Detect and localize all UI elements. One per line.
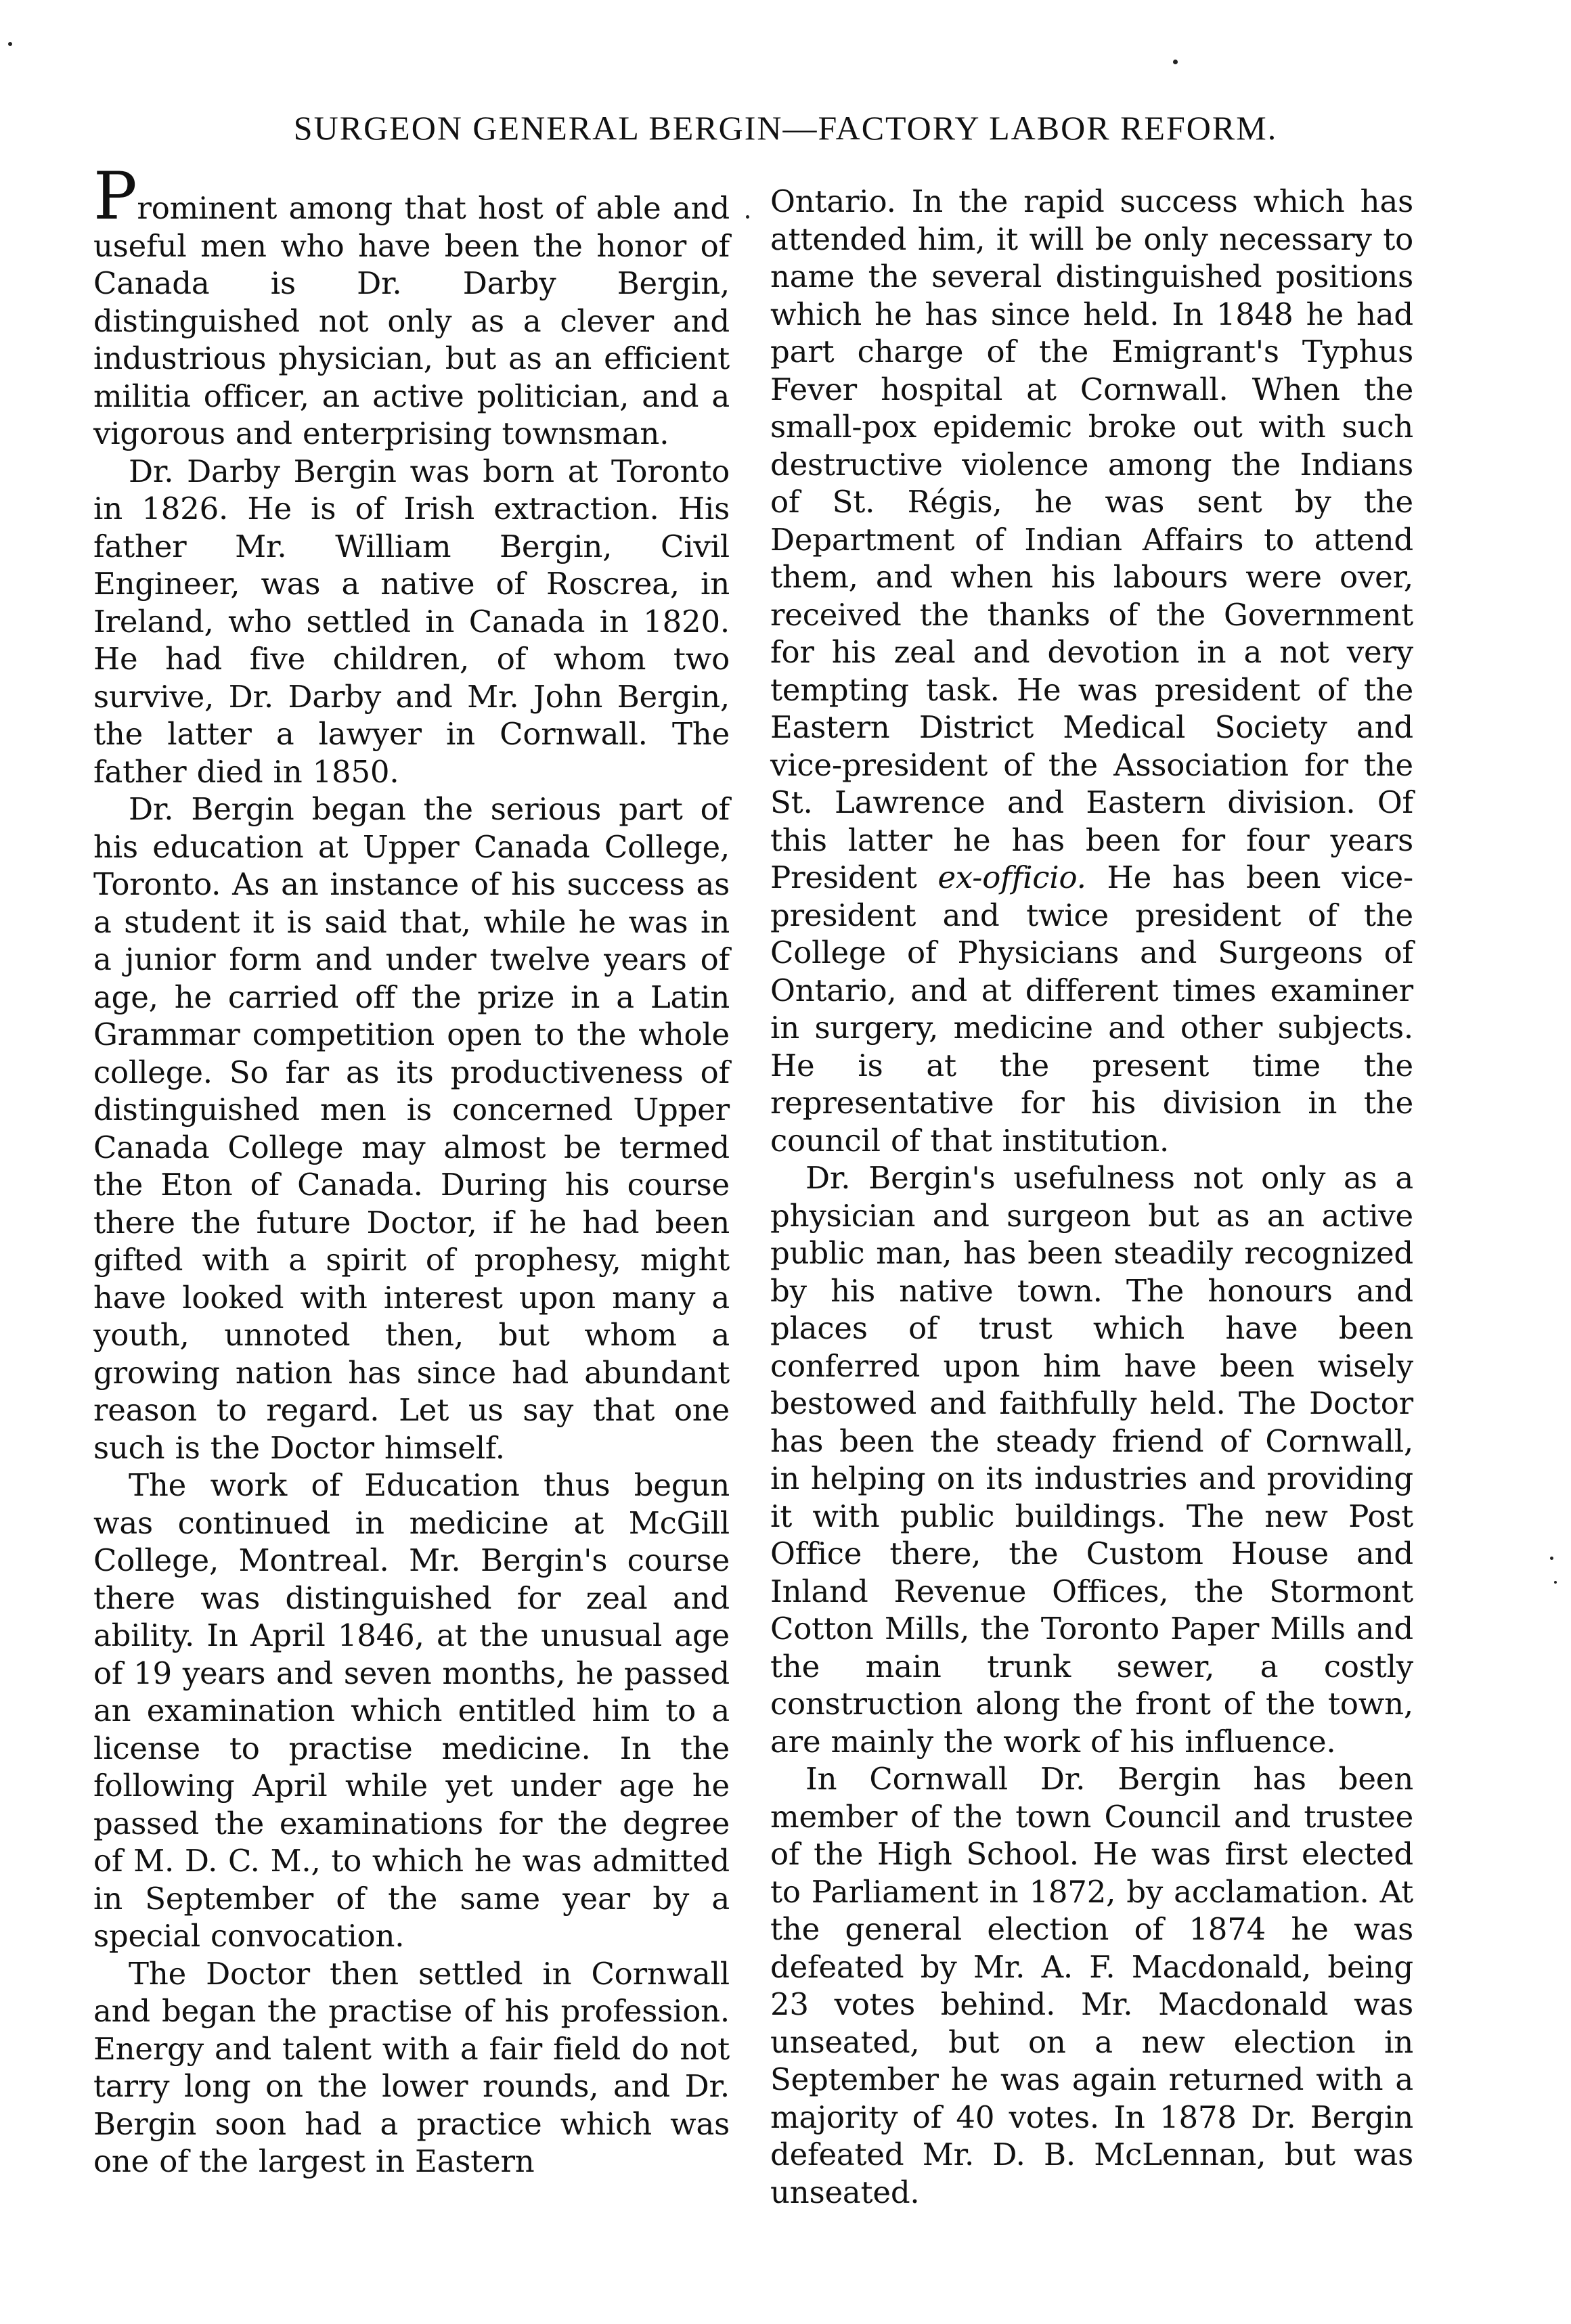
paragraph-intro: Prominent among that host of able and useful men who have been the honor of Canada is Dr. Darby Bergin, distinguished not only as a clever and industrious physician, but as an efficient militia officer, an active politician, and a vigorous and enterprising townsman.: [93, 158, 730, 451]
speck-mark: [1554, 1581, 1557, 1584]
paragraph-medical-studies: The work of Education thus begun was continued in medicine at McGill College, Montreal. Mr. Bergin's course there was distinguished for zeal and ability. In April 1846, at the unusual age of 19 years and seven months, he passed an examination which entitled him to a license to practise medicine. In the following April while yet under age he passed the examinations for the degree of M. D. C. M., to which he was admitted in September of the same year by a special convocation.: [93, 1467, 730, 1954]
speck-mark: [1550, 1557, 1553, 1560]
speck-mark: [8, 42, 12, 46]
positions-text-b: He has been vice-president and twice president of the College of Physicians and Surgeons of Ontario, and at different times examiner in surgery, medicine and other subjects. He is at the present time the representative for his division in the council of that institution.: [770, 859, 1413, 1159]
speck-mark: [746, 215, 749, 219]
page-title: SURGEON GENERAL BERGIN—FACTORY LABOR REFORM.: [293, 109, 1278, 147]
right-column: [770, 183, 1413, 2211]
speck-mark: [1173, 60, 1178, 64]
paragraph-politics: In Cornwall Dr. Bergin has been member of the town Council and trustee of the High School. He was first elected to Parliament in 1872, by acclamation. At the general election of 1874 he was defeated by Mr. A. F. Macdonald, being 23 votes behind. Mr. Macdonald was unseated, but on a new election in September he was again returned with a majority of 40 votes. In 1878 Dr. Bergin defeated Mr. D. B. McLennan, but was unseated.: [770, 1761, 1413, 2210]
paragraph-birth: Dr. Darby Bergin was born at Toronto in 1826. He is of Irish extraction. His father Mr. William Bergin, Civil Engineer, was a native of Roscrea, in Ireland, who settled in Canada in 1820. He had five children, of whom two survive, Dr. Darby and Mr. John Bergin, the latter a lawyer in Cornwall. The father died in 1850.: [93, 453, 730, 790]
paragraph-public-service: Dr. Bergin's usefulness not only as a physician and surgeon but as an active public man, has been steadily recognized by his native town. The honours and places of trust which have been conferred upon him have been wisely bestowed and faithfully held. The Doctor has been the steady friend of Cornwall, in helping on its industries and providing it with public buildings. The new Post Office there, the Custom House and Inland Revenue Offices, the Stormont Cotton Mills, the Toronto Paper Mills and the main trunk sewer, a costly construction along the front of the town, are mainly the work of his influence.: [770, 1160, 1413, 1760]
ex-officio-text: ex-officio.: [937, 859, 1086, 895]
left-column: [93, 158, 730, 2181]
paragraph-positions: [770, 183, 1413, 1159]
positions-text-a: Ontario. In the rapid success which has attended him, it will be only necessary to name the several distinguished positions which he has since held. In 1848 he had part charge of the Emigrant's Typhus Fever hospital at Cornwall. When the small-pox epidemic broke out with such destructive violence among the Indians of St. Régis, he was sent by the Department of Indian Affairs to attend them, and when his labours were over, received the thanks of the Government for his zeal and devotion in a not very tempting task. He was president of the Eastern District Medical Society and vice-president of the Association for the St. Lawrence and Eastern division. Of this latter he has been for four years President: [770, 183, 1413, 895]
paragraph-practice: The Doctor then settled in Cornwall and began the practise of his profession. Energy and talent with a fair field do not tarry long on the lower rounds, and Dr. Bergin soon had a practice which was one of the largest in Eastern: [93, 1955, 730, 2179]
paragraph-education: Dr. Bergin began the serious part of his education at Upper Canada College, Toronto. As an instance of his success as a student it is said that, while he was in a junior form and under twelve years of age, he carried off the prize in a Latin Grammar competition open to the whole college. So far as its productiveness of distinguished men is concerned Upper Canada College may almost be termed the Eton of Canada. During his course there the future Doctor, if he had been gifted with a spirit of prophesy, might have looked with interest upon many a youth, unnoted then, but whom a growing nation has since had abundant reason to regard. Let us say that one such is the Doctor himself.: [93, 791, 730, 1466]
